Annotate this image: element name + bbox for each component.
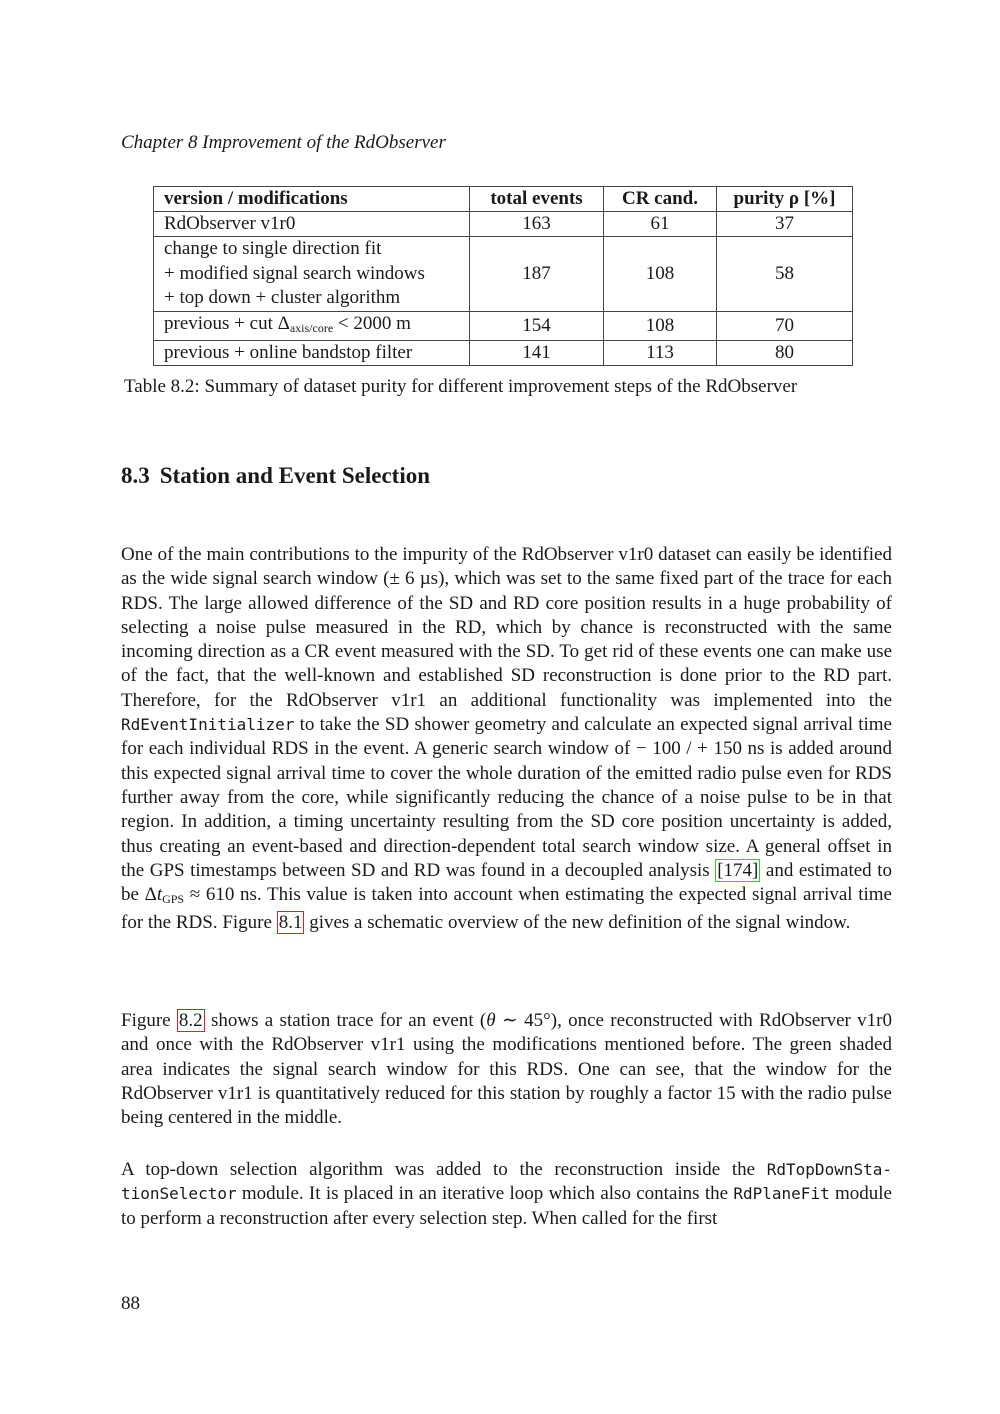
- row-label-subscript: axis/core: [289, 320, 334, 335]
- body-text: module to perform a reconstruction after every selection step. When called for the first: [121, 1183, 892, 1229]
- table-row: [154, 237, 853, 312]
- row-label-text: < 2000 m: [333, 312, 411, 334]
- section-title: Station and Event Selection: [159, 463, 431, 488]
- math-variable: t: [156, 884, 163, 906]
- page-number: 88: [121, 1293, 140, 1314]
- figure-link[interactable]: 8.1: [278, 912, 303, 934]
- cr-candidates-cell: 108: [604, 311, 717, 340]
- table-row: [154, 212, 853, 237]
- total-events-cell: 163: [470, 212, 604, 237]
- body-text: Figure: [121, 1010, 177, 1031]
- column-header: total events: [470, 187, 604, 212]
- total-events-cell: 187: [470, 237, 604, 312]
- body-text: module. It is placed in an iterative loop which also contains the: [236, 1183, 734, 1205]
- cr-candidates-cell: 61: [604, 212, 717, 237]
- cr-candidates-cell: 113: [604, 340, 717, 365]
- purity-cell: 80: [717, 340, 853, 365]
- section-number: 8.3: [121, 463, 150, 488]
- purity-cell: 70: [717, 311, 853, 340]
- paragraph: [121, 543, 892, 936]
- row-label-line: + modified signal search windows: [164, 262, 425, 284]
- column-header: version / modifications: [154, 187, 470, 212]
- figure-link[interactable]: 8.2: [178, 1010, 203, 1031]
- cr-candidates-cell: 108: [604, 237, 717, 312]
- body-text: A top-down selection algorithm was added to the reconstruction inside the: [121, 1159, 767, 1180]
- row-label-text: previous + cut Δ: [164, 312, 290, 334]
- table-row: [154, 311, 853, 340]
- body-text: gives a schematic overview of the new definition of the signal window.: [304, 912, 851, 934]
- body-text: to take the SD shower geometry and calculate an expected signal arrival time for each individual RDS in the event. A generic search window of − 100 / + 150 ns is added around this expected signal arrival time to cover the whole duration of the emitted radio pulse even for RDS further away from the core, while significantly reducing the chance of a noise pulse to be in that region. In addition, a timing uncertainty resulting from the SD core position uncertainty is added, thus creating an event-based and direction-dependent total search window size. A general offset in the GPS timestamps between SD and RD was found in a decoupled analysis: [121, 714, 892, 881]
- running-header: Chapter 8 Improvement of the RdObserver: [121, 132, 446, 153]
- paragraph: [121, 1009, 892, 1130]
- section-heading: [121, 463, 430, 489]
- row-label: RdObserver v1r0: [154, 212, 470, 237]
- purity-cell: 37: [717, 212, 853, 237]
- total-events-cell: 154: [470, 311, 604, 340]
- table-caption: Table 8.2: Summary of dataset purity for different improvement steps of the RdObserver: [124, 376, 798, 397]
- row-label: previous + online bandstop filter: [154, 340, 470, 365]
- table-header-row: [154, 187, 853, 212]
- code-class-name: RdEventInitializer: [121, 715, 295, 735]
- body-text: ∼ 45°), once reconstructed with RdObserver v1r0 and once with the RdObserver v1r1 using the modifications mentioned before. The green shaded area indicates the signal search window for this RDS. One can see, that the window for the RdObserver v1r1 is quantitatively reduced for this station by roughly a factor 15 with the radio pulse being centered in the middle.: [121, 1010, 892, 1129]
- math-variable: θ: [486, 1010, 496, 1031]
- code-class-name: RdTopDownSta-tionSelector: [121, 1160, 892, 1204]
- body-text: shows a station trace for an event (: [204, 1010, 487, 1031]
- math-subscript: GPS: [162, 892, 185, 907]
- body-text: and estimated to be Δ: [121, 859, 892, 906]
- body-text: ≈ 610 ns. This value is taken into account when estimating the expected signal arrival time for the RDS. Figure: [121, 884, 892, 934]
- purity-table: [153, 186, 853, 366]
- column-header: purity ρ [%]: [717, 187, 853, 212]
- citation-link[interactable]: [174]: [717, 859, 759, 881]
- body-text: One of the main contributions to the impurity of the RdObserver v1r0 dataset can easily be identified as the wide signal search window (± 6 µs), which was set to the same fixed part of the trace for each RDS. The large allowed difference of the SD and RD core position results in a huge probability of selecting a noise pulse measured in the RD, which by chance is reconstructed with the same incoming direction as a CR event measured with the SD. To get rid of these events one can make use of the fact, that the well-known and established SD reconstruction is done prior to the RD part. Therefore, for the RdObserver v1r1 an additional functionality was implemented into the: [121, 544, 892, 711]
- paragraph: [121, 1158, 892, 1231]
- row-label: [154, 237, 470, 312]
- total-events-cell: 141: [470, 340, 604, 365]
- row-label-line: change to single direction fit: [164, 238, 382, 259]
- table-row: [154, 340, 853, 365]
- column-header: CR cand.: [604, 187, 717, 212]
- row-label-line: + top down + cluster algorithm: [164, 287, 401, 308]
- row-label: [154, 311, 470, 340]
- purity-cell: 58: [717, 237, 853, 312]
- code-class-name: RdPlaneFit: [733, 1184, 830, 1204]
